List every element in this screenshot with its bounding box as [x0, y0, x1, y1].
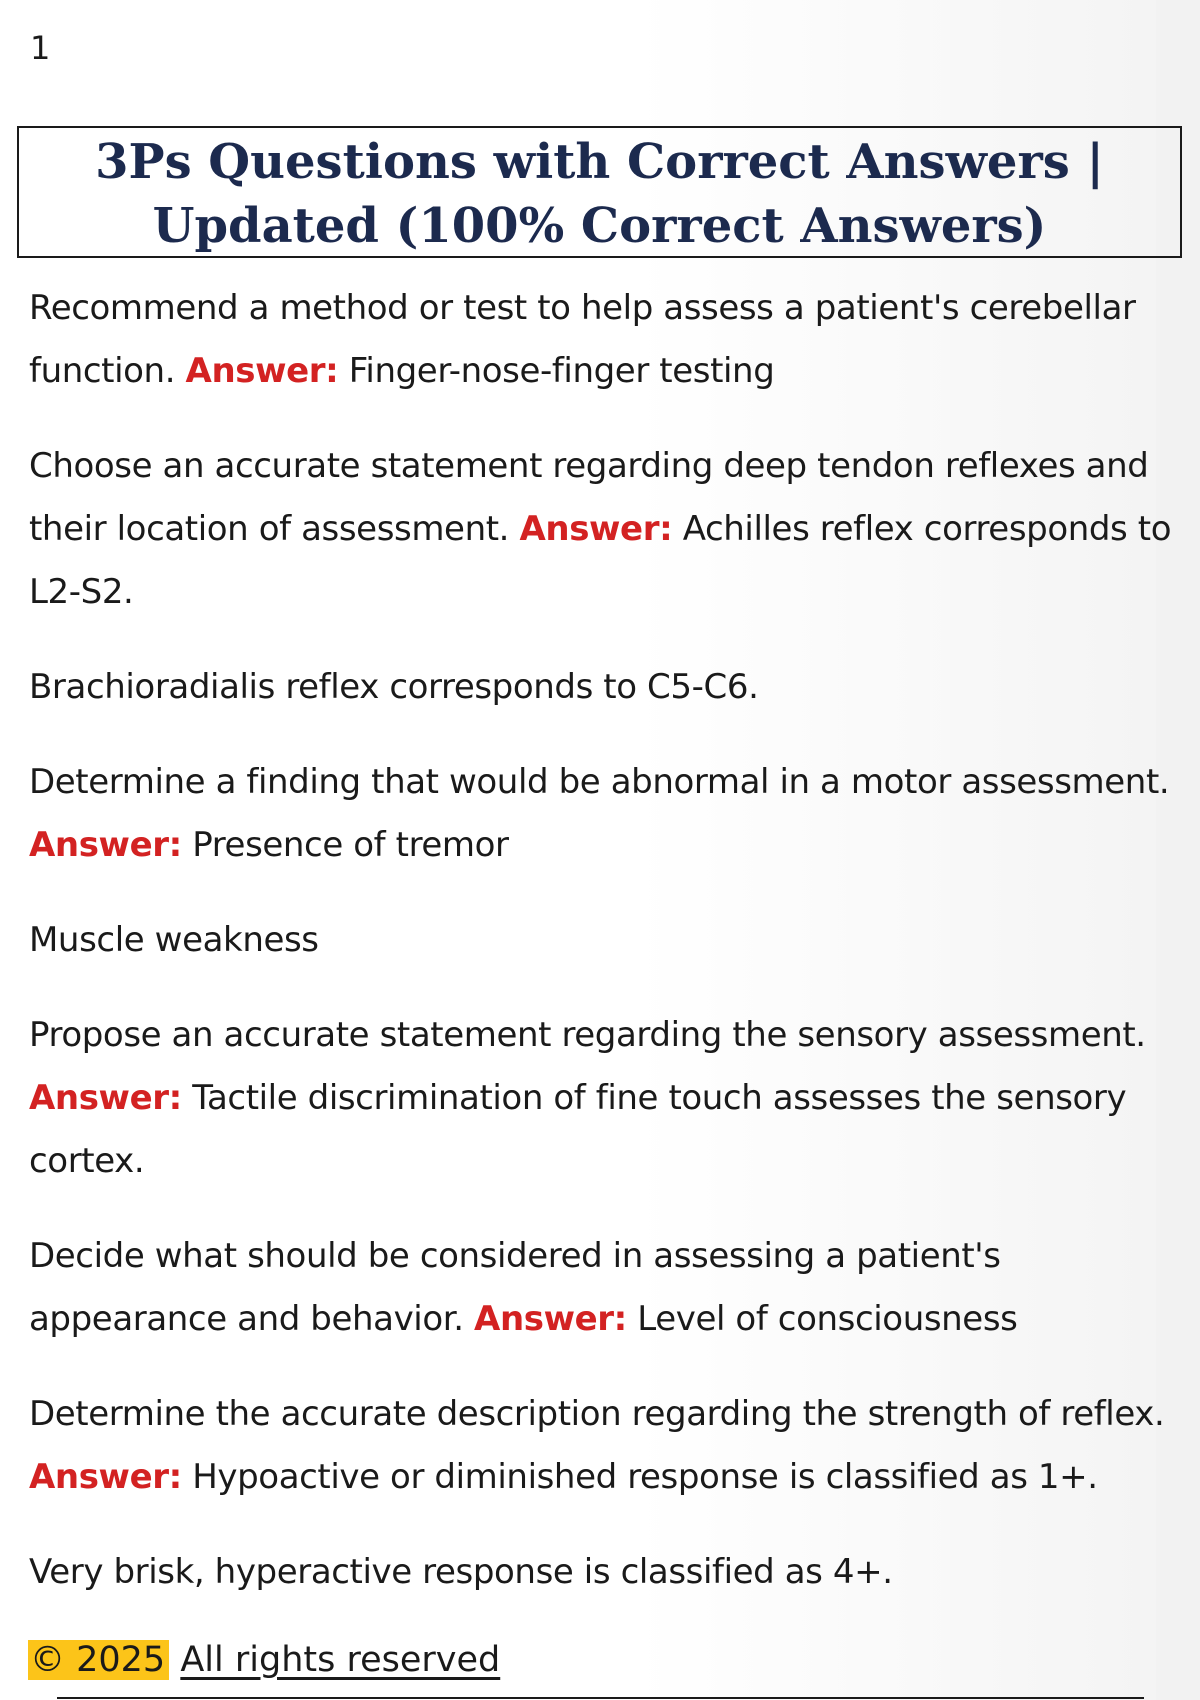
qa-paragraph [29, 1004, 1179, 1193]
question-text: Propose an accurate statement regarding the sensory assessment. [29, 1015, 1146, 1055]
title-box [17, 126, 1182, 258]
text-paragraph [29, 656, 1179, 719]
question-text: Determine a finding that would be abnormal in a motor assessment. [29, 762, 1170, 802]
qa-paragraph [29, 435, 1179, 624]
answer-label: Answer: [185, 351, 339, 391]
answer-label: Answer: [29, 825, 182, 865]
answer-label: Answer: [474, 1299, 627, 1339]
title-line-1: 3Ps Questions with Correct Answers | [95, 134, 1104, 190]
answer-text: Hypoactive or diminished response is classified as 1+. [192, 1457, 1098, 1497]
paragraph-text: Muscle weakness [29, 920, 319, 960]
text-paragraph [29, 1541, 1179, 1604]
footer-divider [57, 1697, 1144, 1699]
answer-text: Level of consciousness [637, 1299, 1018, 1339]
title-line-2: Updated (100% Correct Answers) [152, 198, 1047, 254]
answer-text: Presence of tremor [192, 825, 509, 865]
footer [28, 1637, 500, 1683]
paragraph-text: Very brisk, hyperactive response is classified as 4+. [29, 1552, 893, 1592]
paragraph-text: Brachioradialis reflex corresponds to C5-C6. [29, 667, 759, 707]
answer-label: Answer: [29, 1457, 182, 1497]
qa-paragraph [29, 1225, 1179, 1351]
qa-paragraph [29, 1383, 1179, 1509]
answer-text: Finger-nose-finger testing [348, 351, 775, 391]
rights-text: All rights reserved [180, 1640, 501, 1680]
qa-content [29, 277, 1179, 1636]
question-text: Determine the accurate description regarding the strength of reflex. [29, 1394, 1165, 1434]
answer-label: Answer: [519, 509, 673, 549]
qa-paragraph [29, 277, 1179, 403]
page-number: 1 [30, 29, 51, 67]
answer-text: Tactile discrimination of fine touch assesses the sensory cortex. [29, 1078, 1127, 1181]
copyright-badge: © 2025 [28, 1640, 169, 1680]
qa-paragraph [29, 751, 1179, 877]
answer-label: Answer: [29, 1078, 182, 1118]
question-text: Decide what should be considered in assessing a patient's appearance and behavior. [29, 1236, 1001, 1339]
answer-text: Achilles reflex corresponds to L2-S2. [29, 509, 1172, 612]
text-paragraph [29, 909, 1179, 972]
question-text: Recommend a method or test to help assess a patient's cerebellar function. [29, 288, 1136, 391]
question-text: Choose an accurate statement regarding deep tendon reflexes and their location of assessment. [29, 446, 1149, 549]
